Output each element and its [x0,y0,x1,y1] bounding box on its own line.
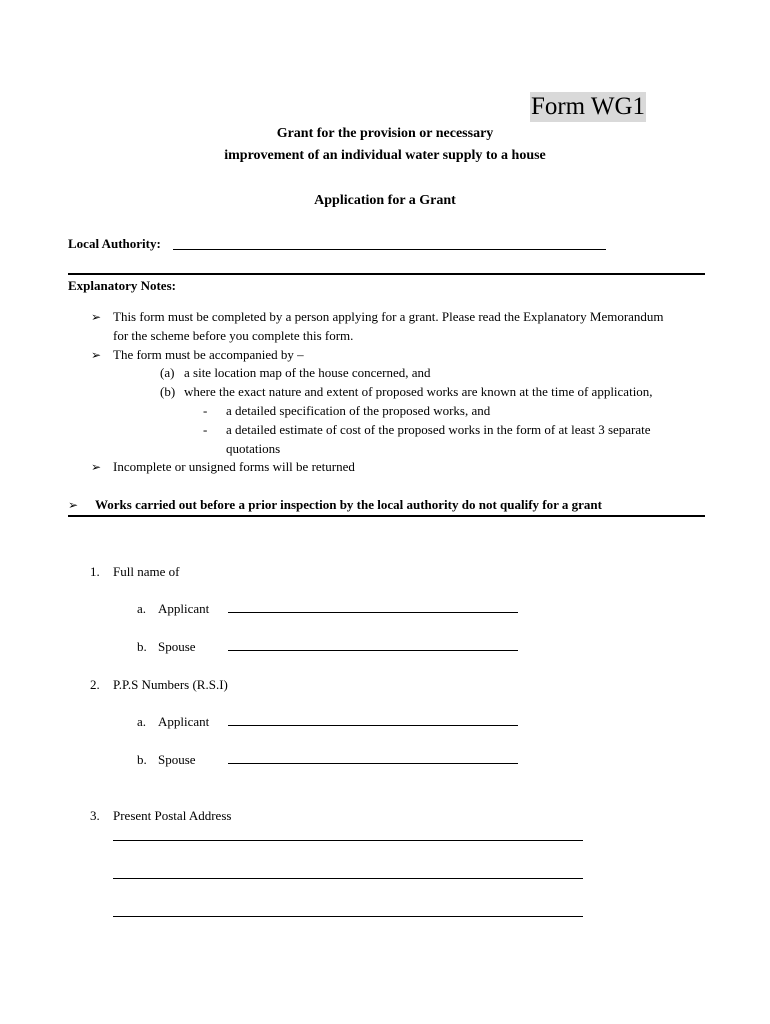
q3-label: Present Postal Address [113,808,232,823]
q2-label: P.P.S Numbers (R.S.I) [113,677,228,692]
title-line-1: Grant for the provision or necessary [276,126,494,141]
sub-item-1: a detailed specification of the proposed works, and [226,403,491,418]
q2b-marker: b. [137,752,147,767]
title-line-2: improvement of an individual water supply to a house [224,148,546,163]
local-authority-label: Local Authority: [68,236,161,251]
note-b-marker: (b) [160,384,176,399]
form-id-badge: Form WG1 [530,93,646,120]
q1b-label: Spouse [158,639,196,654]
q1-number: 1. [90,564,100,579]
sub-dash-1: - [203,403,208,418]
note-b-text: where the exact nature and extent of proposed works are known at the time of application, [184,384,653,399]
notes-heading: Explanatory Notes: [68,278,176,293]
sub-item-2-line-2: quotations [226,441,281,456]
note-3: Incomplete or unsigned forms will be returned [113,459,355,474]
subtitle: Application for a Grant [314,193,456,208]
q2-number: 2. [90,677,100,692]
applicant-pps-field[interactable] [228,714,518,726]
q2a-marker: a. [137,714,147,729]
q3-number: 3. [90,808,100,823]
address-line-1-field[interactable] [113,829,583,841]
sub-item-2-line-1: a detailed estimate of cost of the proposed works in the form of at least 3 separate [226,422,651,437]
q2a-label: Applicant [158,714,210,729]
q2b-label: Spouse [158,752,196,767]
address-line-2-field[interactable] [113,867,583,879]
note-a-text: a site location map of the house concerned, and [184,365,431,380]
inspection-warning: Works carried out before a prior inspection by the local authority do not qualify for a grant [95,497,602,512]
q1b-marker: b. [137,639,147,654]
local-authority-field[interactable] [173,238,606,250]
address-line-3-field[interactable] [113,905,583,917]
q1-label: Full name of [113,564,180,579]
spouse-pps-field[interactable] [228,752,518,764]
bullet-arrow-icon: ➢ [91,460,102,474]
applicant-name-field[interactable] [228,601,518,613]
note-1-line-1: This form must be completed by a person applying for a grant. Please read the Explanatory Memorandum [113,309,664,324]
bullet-arrow-icon: ➢ [68,498,79,512]
note-2: The form must be accompanied by – [113,347,304,362]
spouse-name-field[interactable] [228,639,518,651]
sub-dash-2: - [203,422,208,437]
section-rule-top [68,273,705,275]
q1a-marker: a. [137,601,147,616]
note-1-line-2: for the scheme before you complete this form. [113,328,354,343]
bullet-arrow-icon: ➢ [91,310,102,324]
bullet-arrow-icon: ➢ [91,348,102,362]
section-rule-bottom [68,515,705,517]
note-a-marker: (a) [160,365,175,380]
q1a-label: Applicant [158,601,210,616]
